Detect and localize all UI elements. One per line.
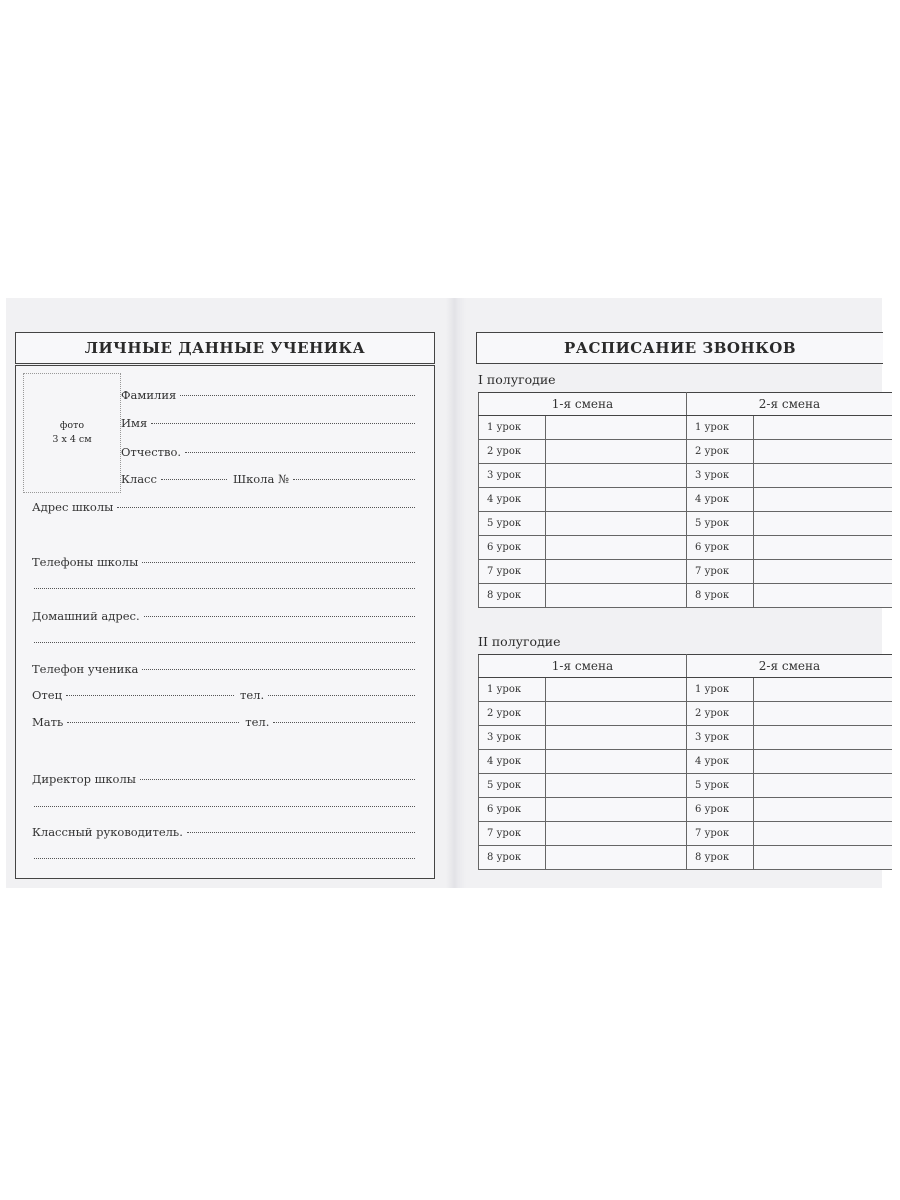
time-cell[interactable] bbox=[754, 774, 893, 798]
mother-phone-line[interactable] bbox=[273, 721, 415, 723]
lesson-label: 3 урок bbox=[479, 726, 546, 750]
school-address-line[interactable] bbox=[117, 506, 415, 508]
table-row bbox=[479, 774, 893, 798]
personal-data-title: ЛИЧНЫЕ ДАННЫЕ УЧЕНИКА bbox=[15, 332, 435, 364]
lesson-label: 1 урок bbox=[479, 678, 546, 702]
lesson-label: 8 урок bbox=[479, 846, 546, 870]
principal-field[interactable] bbox=[32, 772, 415, 786]
time-cell[interactable] bbox=[754, 512, 893, 536]
table-row bbox=[479, 536, 893, 560]
time-cell[interactable] bbox=[546, 440, 687, 464]
school-phones-field[interactable] bbox=[32, 555, 415, 569]
lesson-label: 2 урок bbox=[479, 702, 546, 726]
lesson-label: 1 урок bbox=[687, 416, 754, 440]
name-field[interactable] bbox=[121, 416, 415, 430]
time-cell[interactable] bbox=[546, 416, 687, 440]
lesson-label: 5 урок bbox=[479, 512, 546, 536]
time-cell[interactable] bbox=[546, 584, 687, 608]
lesson-label: 6 урок bbox=[687, 798, 754, 822]
time-cell[interactable] bbox=[546, 560, 687, 584]
time-cell[interactable] bbox=[754, 584, 893, 608]
school-phones-line-2[interactable] bbox=[34, 588, 415, 589]
time-cell[interactable] bbox=[546, 488, 687, 512]
home-address-label: Домашний адрес. bbox=[32, 609, 140, 623]
time-cell[interactable] bbox=[754, 726, 893, 750]
shift-1-header: 1-я смена bbox=[479, 393, 687, 416]
table-row bbox=[479, 440, 893, 464]
lesson-label: 4 урок bbox=[687, 488, 754, 512]
lesson-label: 8 урок bbox=[687, 584, 754, 608]
father-phone-line[interactable] bbox=[268, 694, 415, 696]
time-cell[interactable] bbox=[754, 846, 893, 870]
table-row bbox=[479, 678, 893, 702]
lesson-label: 1 урок bbox=[687, 678, 754, 702]
lesson-label: 3 урок bbox=[687, 464, 754, 488]
lesson-label: 6 урок bbox=[687, 536, 754, 560]
patronymic-line[interactable] bbox=[185, 451, 415, 453]
time-cell[interactable] bbox=[754, 440, 893, 464]
time-cell[interactable] bbox=[546, 846, 687, 870]
principal-line-2[interactable] bbox=[34, 806, 415, 807]
home-address-line-2[interactable] bbox=[34, 642, 415, 643]
principal-line[interactable] bbox=[140, 778, 415, 780]
lesson-label: 1 урок bbox=[479, 416, 546, 440]
lesson-label: 5 урок bbox=[479, 774, 546, 798]
table-row bbox=[479, 750, 893, 774]
school-no-line[interactable] bbox=[293, 478, 415, 480]
lesson-label: 6 урок bbox=[479, 798, 546, 822]
time-cell[interactable] bbox=[546, 798, 687, 822]
lesson-label: 7 урок bbox=[687, 822, 754, 846]
home-address-field[interactable] bbox=[32, 609, 415, 623]
table-row bbox=[479, 846, 893, 870]
lesson-label: 7 урок bbox=[687, 560, 754, 584]
mother-field[interactable] bbox=[32, 715, 415, 729]
photo-placeholder bbox=[23, 373, 121, 493]
time-cell[interactable] bbox=[754, 798, 893, 822]
time-cell[interactable] bbox=[754, 750, 893, 774]
name-line[interactable] bbox=[151, 422, 415, 424]
patronymic-field[interactable] bbox=[121, 445, 415, 459]
home-address-line[interactable] bbox=[144, 615, 415, 617]
table-row bbox=[479, 464, 893, 488]
lesson-label: 8 урок bbox=[479, 584, 546, 608]
school-phones-label: Телефоны школы bbox=[32, 555, 139, 569]
time-cell[interactable] bbox=[546, 726, 687, 750]
photo-label: фото bbox=[59, 420, 85, 431]
shift-2-header: 2-я смена bbox=[687, 655, 893, 678]
time-cell[interactable] bbox=[754, 536, 893, 560]
father-label: Отец bbox=[32, 688, 62, 702]
student-phone-label: Телефон ученика bbox=[32, 662, 139, 676]
time-cell[interactable] bbox=[754, 702, 893, 726]
time-cell[interactable] bbox=[546, 774, 687, 798]
patronymic-label: Отчество. bbox=[121, 445, 182, 459]
surname-field[interactable] bbox=[121, 388, 415, 402]
personal-data-form bbox=[15, 365, 435, 879]
table-row bbox=[479, 488, 893, 512]
class-line[interactable] bbox=[161, 478, 227, 480]
lesson-label: 7 урок bbox=[479, 822, 546, 846]
lesson-label: 4 урок bbox=[687, 750, 754, 774]
time-cell[interactable] bbox=[546, 750, 687, 774]
table-row bbox=[479, 702, 893, 726]
time-cell[interactable] bbox=[754, 488, 893, 512]
surname-line[interactable] bbox=[180, 394, 415, 396]
notebook-gutter bbox=[446, 298, 466, 888]
photo-size: 3 х 4 см bbox=[52, 434, 92, 445]
student-phone-field[interactable] bbox=[32, 662, 415, 676]
surname-label: Фамилия bbox=[121, 388, 177, 402]
lesson-label: 2 урок bbox=[479, 440, 546, 464]
time-cell[interactable] bbox=[546, 702, 687, 726]
school-address-label: Адрес школы bbox=[32, 500, 114, 514]
time-cell[interactable] bbox=[546, 512, 687, 536]
school-no-label: Школа № bbox=[232, 472, 289, 486]
lesson-label: 3 урок bbox=[687, 726, 754, 750]
time-cell[interactable] bbox=[546, 464, 687, 488]
lesson-label: 2 урок bbox=[687, 440, 754, 464]
lesson-label: 7 урок bbox=[479, 560, 546, 584]
time-cell[interactable] bbox=[754, 822, 893, 846]
time-cell[interactable] bbox=[546, 822, 687, 846]
class-teacher-line-2[interactable] bbox=[34, 858, 415, 859]
time-cell[interactable] bbox=[754, 464, 893, 488]
mother-line[interactable] bbox=[67, 721, 239, 723]
father-phone-label: тел. bbox=[240, 688, 265, 702]
bell-table-half-1 bbox=[478, 392, 892, 608]
lesson-label: 2 урок bbox=[687, 702, 754, 726]
time-cell[interactable] bbox=[546, 678, 687, 702]
table-row bbox=[479, 726, 893, 750]
table-row bbox=[479, 416, 893, 440]
principal-label: Директор школы bbox=[32, 772, 136, 786]
name-label: Имя bbox=[121, 416, 148, 430]
lesson-label: 4 урок bbox=[479, 750, 546, 774]
father-line[interactable] bbox=[66, 694, 234, 696]
bell-table-half-2 bbox=[478, 654, 892, 870]
table-row bbox=[479, 798, 893, 822]
table-row bbox=[479, 560, 893, 584]
table-row bbox=[479, 584, 893, 608]
half-year-1-label: I полугодие bbox=[478, 372, 556, 387]
lesson-label: 5 урок bbox=[687, 512, 754, 536]
class-teacher-label: Классный руководитель. bbox=[32, 825, 183, 839]
half-year-2-label: II полугодие bbox=[478, 634, 561, 649]
shift-1-header: 1-я смена bbox=[479, 655, 687, 678]
time-cell[interactable] bbox=[546, 536, 687, 560]
school-phones-line[interactable] bbox=[142, 561, 415, 563]
lesson-label: 8 урок bbox=[687, 846, 754, 870]
class-school-field[interactable] bbox=[121, 472, 415, 486]
table-row bbox=[479, 512, 893, 536]
father-field[interactable] bbox=[32, 688, 415, 702]
time-cell[interactable] bbox=[754, 560, 893, 584]
time-cell[interactable] bbox=[754, 416, 893, 440]
time-cell[interactable] bbox=[754, 678, 893, 702]
lesson-label: 6 урок bbox=[479, 536, 546, 560]
student-phone-line[interactable] bbox=[142, 668, 415, 670]
shift-2-header: 2-я смена bbox=[687, 393, 893, 416]
mother-label: Мать bbox=[32, 715, 64, 729]
lesson-label: 3 урок bbox=[479, 464, 546, 488]
class-teacher-line[interactable] bbox=[187, 831, 415, 833]
bell-schedule-title: РАСПИСАНИЕ ЗВОНКОВ bbox=[476, 332, 883, 364]
class-teacher-field[interactable] bbox=[32, 825, 415, 839]
lesson-label: 4 урок bbox=[479, 488, 546, 512]
table-row bbox=[479, 822, 893, 846]
class-label: Класс bbox=[121, 472, 157, 486]
mother-phone-label: тел. bbox=[245, 715, 270, 729]
school-address-field[interactable] bbox=[32, 500, 415, 514]
lesson-label: 5 урок bbox=[687, 774, 754, 798]
